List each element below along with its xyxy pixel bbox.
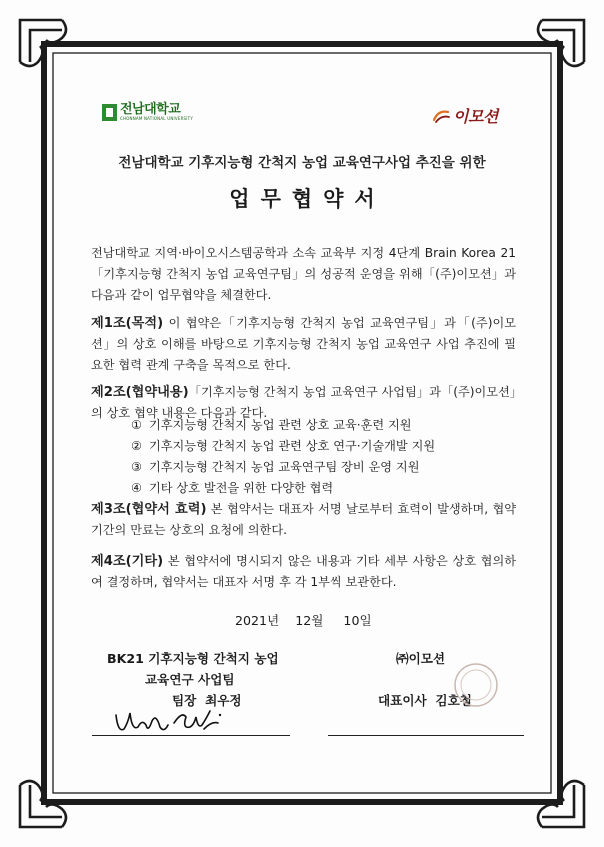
list-item-text: 기후지능형 간척지 농업 교육연구팀 장비 운영 지원 [149,460,420,474]
company-logo-name: 이모션 [453,107,498,126]
university-logo-subtitle: CHONNAM NATIONAL UNIVERSITY [120,116,193,121]
article-4 [91,551,516,593]
list-item-marker: ③ [131,460,142,474]
list-item [131,436,435,457]
handwritten-signature [112,703,232,739]
left-signatory-leader: 팀장 최우정 [172,693,242,708]
article-2-body: 「기후지능형 간척지 농업 교육연구 사업팀」과「(주)이모션」의 상호 협약 내용은 다음과 같다. [91,385,516,420]
article-1 [91,313,516,376]
agreement-date: 2021년 12월 10일 [235,613,372,628]
article-4-body: 본 협약서에 명시되지 않은 내용과 기타 세부 사항은 상호 협의하여 결정하며, 협약서는 대표자 서명 후 각 1부씩 보관한다. [91,554,516,589]
list-item [131,457,419,478]
article-1-body: 이 협약은「기후지능형 간척지 농업 교육연구팀」과「(주)이모션」의 상호 이해를 바탕으로 기후지능형 간척지 농업 교육연구 사업 추진에 필요한 협력 관계 구축을 목적으로 한다. [91,316,516,372]
company-seal-icon [452,661,500,709]
right-signatory-company: ㈜이모션 [396,651,446,666]
article-3-heading: 제3조(협약서 효력) [91,502,207,517]
agreement-title: 업무협약서 [229,187,386,211]
right-signatory-ceo: 대표이사 김호철 [378,693,472,708]
list-item-marker: ① [131,418,142,432]
right-signature-line [328,735,524,736]
article-3 [91,499,516,541]
intro-paragraph: 전남대학교 지역·바이오시스템공학과 소속 교육부 지정 4단계 Brain Korea 21「기후지능형 간척지 농업 교육연구팀」의 성공적 운영을 위해「(주)이모션」과 다음과 같이 업무협약을 체결한다. [91,246,516,302]
list-item-text: 기타 상호 발전을 위한 다양한 협력 [149,481,334,495]
chonnam-university-logo [102,103,193,121]
emotion-company-logo [432,104,498,127]
list-item-marker: ④ [131,481,142,495]
list-item-text: 기후지능형 간척지 농업 관련 상호 연구·기술개발 지원 [149,439,436,453]
agreement-subtitle: 전남대학교 기후지능형 간척지 농업 교육연구사업 추진을 위한 [118,155,486,171]
article-2-heading: 제2조(협약내용) [91,385,189,400]
university-emblem-icon [102,104,117,121]
swirl-icon [432,108,452,124]
university-logo-name: 전남대학교 [120,102,181,117]
article-3-body: 본 협약서는 대표자 서명 날로부터 효력이 발생하며, 협약 기간의 만료는 상호의 요청에 의한다. [91,502,516,537]
left-signatory-team: 교육연구 사업팀 [145,672,235,687]
article-4-heading: 제4조(기타) [91,554,164,569]
left-signature-line [92,735,290,736]
list-item-text: 기후지능형 간척지 농업 관련 상호 교육·훈련 지원 [149,418,412,432]
article-1-heading: 제1조(목적) [91,316,164,331]
list-item-marker: ② [131,439,142,453]
left-signatory-org: BK21 기후지능형 간척지 농업 [107,651,279,666]
list-item [131,415,412,436]
list-item [131,478,333,499]
